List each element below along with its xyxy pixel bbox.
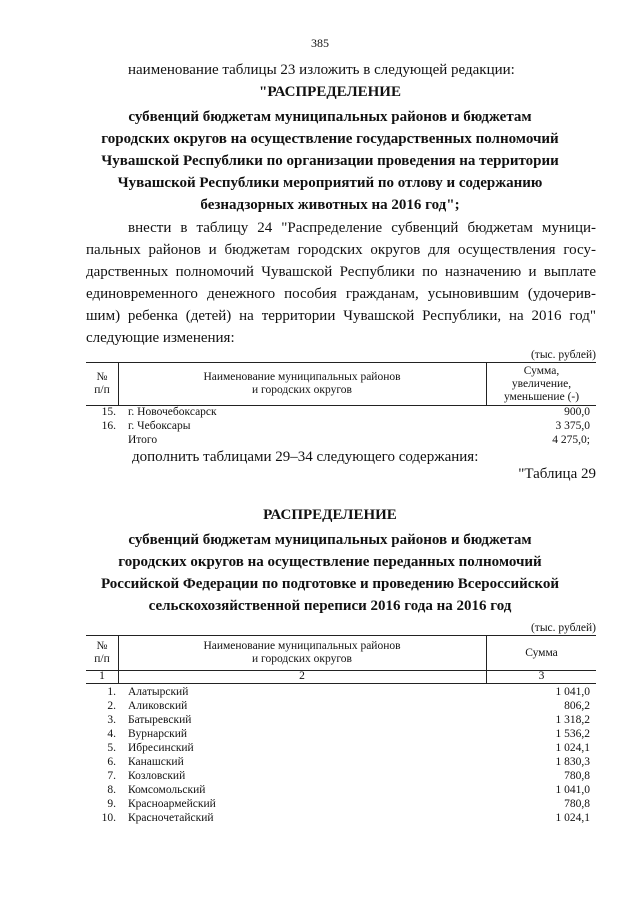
table1-header-num: № п/п [94, 371, 110, 396]
heading2-line: Российской Федерации по подготовке и проведению Всероссийской [101, 576, 559, 592]
table2-units: (тыс. рублей) [530, 622, 596, 634]
paragraph-line: шим) ребенка (детей) на территории Чувашской Республики, на 2016 год" [86, 308, 596, 324]
heading1-title: "РАСПРЕДЕЛЕНИЕ [259, 84, 401, 100]
table2-cell-value: 806,2 [564, 700, 590, 712]
table2-colnum-row [86, 669, 596, 684]
table2-cell-num: 9. [107, 798, 116, 810]
paragraph-line: единовременного денежного пособия гражданам, усыновившим (удочерив- [86, 286, 596, 302]
table2-cell-value: 1 318,2 [555, 714, 590, 726]
paragraph-line: пальных районов и бюджетам городских округов для осуществления госу- [86, 242, 596, 258]
table2-cell-value: 780,8 [564, 798, 590, 810]
table2-cell-value: 1 024,1 [555, 742, 590, 754]
supplement-line: дополнить таблицами 29–34 следующего содержания: [132, 449, 479, 465]
table2-cell-name: Алатырский [128, 686, 189, 698]
intro-line: наименование таблицы 23 изложить в следующей редакции: [128, 62, 515, 78]
table2-header-value: Сумма [525, 646, 558, 659]
heading2-title: РАСПРЕДЕЛЕНИЕ [263, 507, 397, 523]
table2-colnum: 1 [99, 669, 105, 682]
paragraph-line: дарственных полномочий Чувашской Республики по назначению и выплате [86, 264, 596, 280]
table2-cell-name: Аликовский [128, 700, 188, 712]
paragraph-line: внести в таблицу 24 "Распределение субвенций бюджетам муници- [128, 220, 596, 236]
table-label: "Таблица 29 [518, 466, 596, 482]
table2-cell-value: 1 041,0 [555, 784, 590, 796]
table2-colnum: 2 [299, 669, 305, 682]
table1-header-name: Наименование муниципальных районов и городских округов [203, 371, 401, 396]
table1-units: (тыс. рублей) [530, 349, 596, 361]
table1-header-value: Сумма, увеличение, уменьшение (-) [503, 364, 580, 403]
table1-header [86, 362, 596, 406]
paragraph-line: следующие изменения: [86, 330, 235, 346]
heading1-line: Чувашской Республики по организации проведения на территории [101, 153, 559, 169]
table2-cell-name: Вурнарский [128, 728, 188, 740]
table2-cell-num: 5. [107, 742, 116, 754]
table2-cell-num: 10. [101, 812, 116, 824]
table2-cell-name: Козловский [128, 770, 186, 782]
heading2-line: городских округов на осуществление переданных полномочий [118, 554, 542, 570]
table2-cell-value: 780,8 [564, 770, 590, 782]
table2-cell-num: 1. [107, 686, 116, 698]
heading1-line: безнадзорных животных на 2016 год"; [200, 197, 460, 213]
table2-cell-name: Комсомольский [128, 784, 206, 796]
table2-cell-num: 3. [107, 714, 116, 726]
table2-cell-num: 4. [107, 728, 116, 740]
heading2-line: сельскохозяйственной переписи 2016 года на 2016 год [148, 598, 512, 614]
table2-cell-name: Красноармейский [128, 798, 216, 810]
table2-header [86, 635, 596, 671]
table2-cell-name: Красночетайский [128, 812, 214, 824]
table2-cell-num: 7. [107, 770, 116, 782]
table2-cell-value: 1 041,0 [555, 686, 590, 698]
page-number: 385 [311, 36, 329, 50]
heading2-line: субвенций бюджетам муниципальных районов и бюджетам [128, 532, 532, 548]
heading1-line: субвенций бюджетам муниципальных районов и бюджетам [128, 109, 532, 125]
table2-cell-value: 1 024,1 [555, 812, 590, 824]
heading1-line: городских округов на осуществление государственных полномочий [101, 131, 559, 147]
table2-cell-value: 1 536,2 [555, 728, 590, 740]
table2-cell-value: 1 830,3 [555, 756, 590, 768]
table2-cell-num: 8. [107, 784, 116, 796]
table2-cell-num: 2. [107, 700, 116, 712]
table2-cell-name: Канашский [128, 756, 184, 768]
heading1-line: Чувашской Республики мероприятий по отлову и содержанию [117, 175, 543, 191]
table2-cell-num: 6. [107, 756, 116, 768]
table2-colnum: 3 [538, 669, 545, 682]
table2-header-num: № п/п [94, 640, 110, 665]
table2-header-name: Наименование муниципальных районов и городских округов [203, 640, 401, 665]
table2-cell-name: Ибресинский [128, 742, 194, 754]
table2-cell-name: Батыревский [128, 714, 192, 726]
